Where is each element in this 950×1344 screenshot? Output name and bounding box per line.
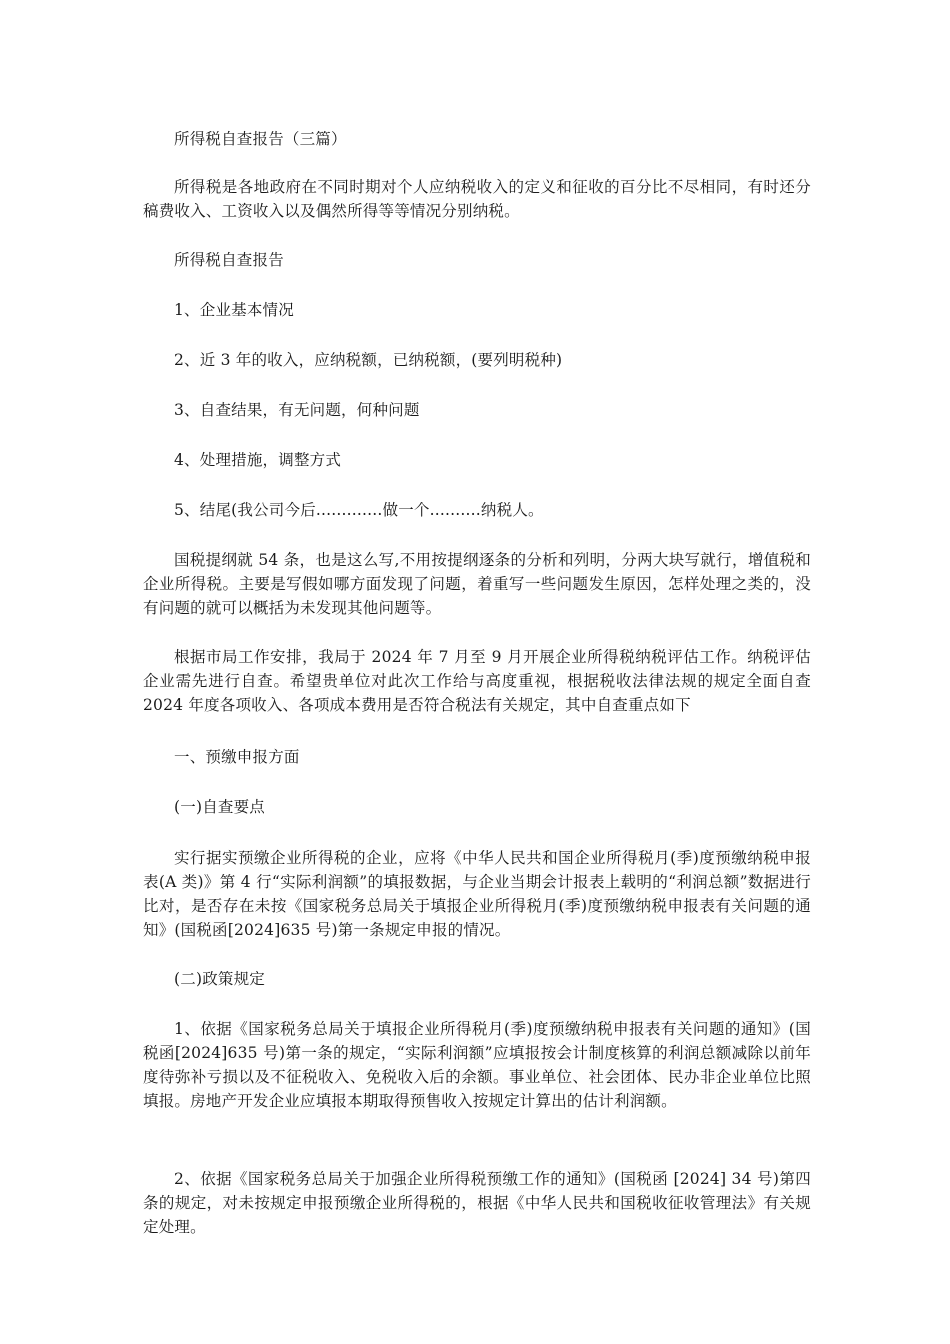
paragraph-policy-2: 2、依据《国家税务总局关于加强企业所得税预缴工作的通知》(国税函 [2024] 34 号)第四条的规定，对未按规定申报预缴企业所得税的，根据《中华人民共和国税收征收管理法》有关规定处理。 bbox=[143, 1170, 811, 1236]
paragraph-key-points: 实行据实预缴企业所得税的企业，应将《中华人民共和国企业所得税月(季)度预缴纳税申报表(A 类)》第 4 行“实际利润额”的填报数据，与企业当期会计报表上载明的“利润总额”数据进行比对，是否存在未按《国家税务总局关于填报企业所得税月(季)度预缴纳税申报表有关问题的通知》(国税函[2024]635 号)第一条规定申报的情况。 bbox=[143, 849, 811, 939]
list-item-1: 1、企业基本情况 bbox=[174, 301, 294, 319]
paragraph-intro: 所得税是各地政府在不同时期对个人应纳税收入的定义和征收的百分比不尽相同，有时还分稿费收入、工资收入以及偶然所得等等情况分别纳税。 bbox=[143, 178, 811, 220]
list-item-3: 3、自查结果，有无问题，何种问题 bbox=[174, 401, 420, 419]
paragraph-arrangement: 根据市局工作安排，我局于 2024 年 7 月至 9 月开展企业所得税纳税评估工作。纳税评估企业需先进行自查。希望贵单位对此次工作给与高度重视，根据税收法律法规的规定全面自查 2024 年度各项收入、各项成本费用是否符合税法有关规定，其中自查重点如下 bbox=[143, 648, 811, 714]
list-item-5: 5、结尾(我公司今后.............做一个..........纳税人。 bbox=[174, 501, 544, 519]
subheading-policy: (二)政策规定 bbox=[174, 970, 265, 988]
paragraph-policy-1: 1、依据《国家税务总局关于填报企业所得税月(季)度预缴纳税申报表有关问题的通知》(国税函[2024]635 号)第一条的规定，“实际利润额”应填报按会计制度核算的利润总额减除以前年度待弥补亏损以及不征税收入、免税收入后的余额。事业单位、社会团体、民办非企业单位比照填报。房地产开发企业应填报本期取得预售收入按规定计算出的估计利润额。 bbox=[143, 1020, 811, 1110]
subheading-key-points: (一)自查要点 bbox=[174, 798, 265, 816]
list-item-4: 4、处理措施，调整方式 bbox=[174, 451, 342, 469]
section-heading-prepayment: 一、预缴申报方面 bbox=[174, 748, 300, 766]
list-item-2: 2、近 3 年的收入，应纳税额，已纳税额，(要列明税种) bbox=[174, 351, 563, 369]
document-title: 所得税自查报告（三篇） bbox=[174, 130, 347, 148]
section-heading-report: 所得税自查报告 bbox=[174, 251, 284, 269]
paragraph-guidance: 国税提纲就 54 条，也是这么写,不用按提纲逐条的分析和列明，分两大块写就行，增值税和企业所得税。主要是写假如哪方面发现了问题，着重写一些问题发生原因，怎样处理之类的，没有问题的就可以概括为未发现其他问题等。 bbox=[143, 551, 811, 617]
